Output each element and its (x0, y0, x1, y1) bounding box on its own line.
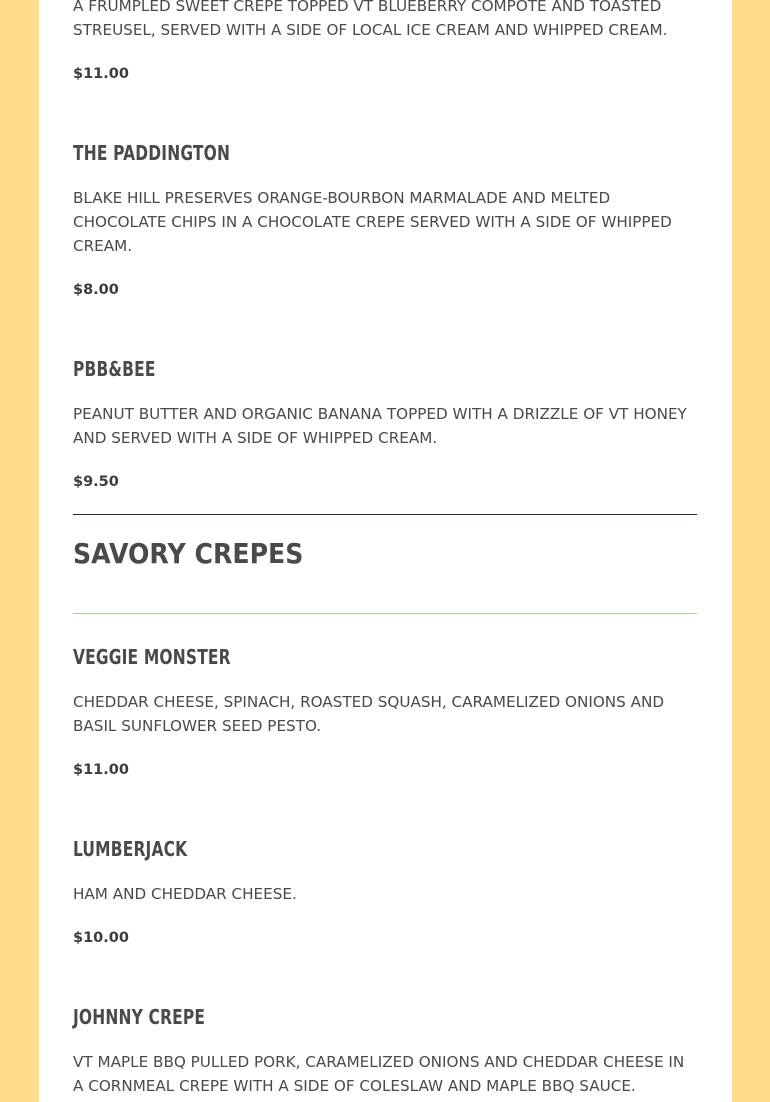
menu-item-price: $11.00 (73, 66, 129, 82)
menu-item-title: THE PADDINGTON (73, 141, 231, 165)
menu-item-description: BLAKE HILL PRESERVES ORANGE-BOURBON MARMALADE AND MELTED CHOCOLATE CHIPS IN A CHOCOLATE CREPE SERVED WITH A SIDE OF WHIPPED CREAM. (73, 189, 672, 255)
menu-item-price: $11.00 (73, 762, 129, 778)
menu-item-description: VT MAPLE BBQ PULLED PORK, CARAMELIZED ONIONS AND CHEDDAR CHEESE IN A CORNMEAL CREPE WITH A SIDE OF COLESLAW AND MAPLE BBQ SAUCE. (73, 1053, 685, 1095)
menu-item-title: VEGGIE MONSTER (73, 645, 231, 669)
menu-item-description: PEANUT BUTTER AND ORGANIC BANANA TOPPED WITH A DRIZZLE OF VT HONEY AND SERVED WITH A SIDE OF WHIPPED CREAM. (73, 405, 687, 447)
menu-item-title: LUMBERJACK (73, 837, 188, 861)
menu-item-price: $8.00 (73, 282, 119, 298)
menu-item-price: $10.00 (73, 930, 129, 946)
menu-page (39, 0, 732, 1102)
section-divider (73, 514, 697, 515)
section-title-savory-crepes: SAVORY CREPES (73, 537, 304, 570)
menu-item-description: HAM AND CHEDDAR CHEESE. (73, 885, 297, 903)
section-title-underline (73, 613, 697, 614)
menu-item-title: JOHNNY CREPE (73, 1005, 206, 1029)
menu-item-price: $9.50 (73, 474, 119, 490)
menu-item-description: A FRUMPLED SWEET CREPE TOPPED VT BLUEBERRY COMPOTE AND TOASTED STREUSEL, SERVED WITH A SIDE OF LOCAL ICE CREAM AND WHIPPED CREAM. (73, 0, 668, 39)
menu-item-description: CHEDDAR CHEESE, SPINACH, ROASTED SQUASH, CARAMELIZED ONIONS AND BASIL SUNFLOWER SEED PESTO. (73, 693, 665, 735)
menu-item-title: PBB&BEE (73, 357, 156, 381)
